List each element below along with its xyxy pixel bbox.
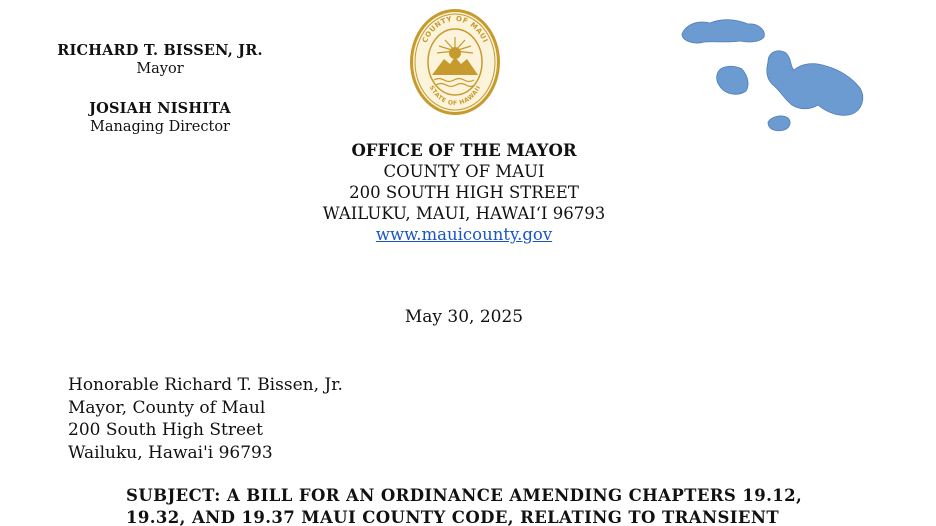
office-name: OFFICE OF THE MAYOR — [351, 141, 577, 160]
website-link[interactable]: www.mauicounty.gov — [375, 225, 553, 244]
mayor-title: Mayor — [136, 61, 184, 77]
recipient-name: Honorable Richard T. Bissen, Jr. — [68, 375, 343, 395]
recipient-street: 200 South High Street — [68, 420, 263, 440]
maui-county-islands-map-icon — [676, 10, 872, 140]
managing-director-block — [40, 99, 280, 136]
managing-director-name: JOSIAH NISHITA — [89, 100, 231, 117]
office-header — [264, 140, 664, 245]
mayor-block — [40, 41, 280, 78]
letter-date: May 30, 2025 — [404, 307, 524, 327]
office-county: COUNTY OF MAUI — [383, 162, 545, 181]
subject-line — [126, 485, 886, 526]
managing-director-title: Managing Director — [89, 119, 230, 135]
seal-top-text: COUNTY OF MAUI — [420, 14, 490, 45]
recipient-city-state-zip: Wailuku, Hawai'i 96793 — [68, 442, 273, 463]
subject-line-2: 19.32, AND 19.37 MAUI COUNTY CODE, RELATING TO TRANSIENT — [126, 508, 780, 526]
recipient-address — [68, 374, 343, 464]
office-city-state-zip: WAILUKU, MAUI, HAWAIʻI 96793 — [322, 204, 606, 223]
recipient-title: Mayor, County of Maul — [68, 397, 266, 418]
office-street: 200 SOUTH HIGH STREET — [349, 183, 579, 202]
county-seal-icon — [408, 7, 502, 117]
subject-line-1: SUBJECT: A BILL FOR AN ORDINANCE AMENDING CHAPTERS 19.12, — [126, 486, 803, 505]
officials-block — [40, 41, 280, 136]
seal-bottom-text: STATE OF HAWAII — [427, 84, 483, 108]
mayor-name: RICHARD T. BISSEN, JR. — [57, 42, 263, 59]
